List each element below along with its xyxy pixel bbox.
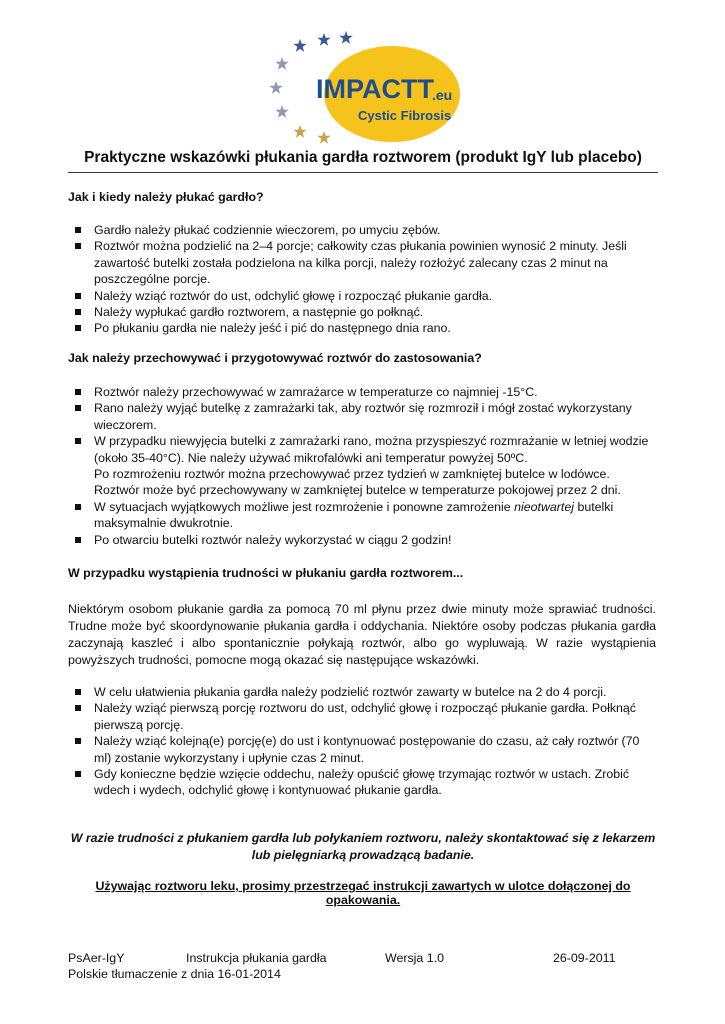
footer-doc-code: PsAer-IgY: [68, 951, 125, 965]
leaflet-note: Używając roztworu leku, prosimy przestrzegać instrukcji zawartych w ulotce dołączonej do opakowania.: [95, 879, 631, 907]
list-item: Roztwór należy przechowywać w zamrażarce w temperaturze co najmniej -15°C.: [68, 384, 658, 400]
footer-date: 26-09-2011: [553, 951, 616, 965]
list-item: [68, 499, 658, 532]
logo-suffix: .eu: [432, 87, 453, 103]
item3-line-c: Roztwór może być przechowywany w zamkniętej butelce w temperaturze pokojowej przez 2 dni.: [94, 483, 621, 498]
section1-heading: Jak i kiedy należy płukać gardło?: [68, 190, 264, 204]
list-item: Należy wziąć pierwszą porcję roztworu do ust, odchylić głowę i rozpocząć płukanie gardła. Połknąć pierwszą porcję.: [68, 700, 658, 733]
list-item: Należy wziąć kolejną(e) porcję(e) do ust i kontynuować postępowanie do czasu, aż cały roztwór (70 ml) zostanie wykorzystany i upłynie czas 2 minut.: [68, 733, 658, 766]
section1-list: [68, 222, 658, 337]
document-footer: [68, 950, 628, 982]
list-item: W celu ułatwienia płukania gardła należy podzielić roztwór zawarty w butelce na 2 do 4 porcji.: [68, 684, 658, 700]
list-item: Po otwarciu butelki roztwór należy wykorzystać w ciągu 2 godzin!: [68, 532, 658, 548]
list-item: Gardło należy płukać codziennie wieczorem, po umyciu zębów.: [68, 222, 658, 238]
footer-version: Wersja 1.0: [385, 951, 444, 965]
contact-note: W razie trudności z płukaniem gardła lub połykaniem roztworu, należy skontaktować się z lekarzem lub pielęgniarką prowadzącą badanie.: [70, 831, 656, 862]
item4-post: butelki maksymalnie dwukrotnie.: [94, 499, 614, 531]
item4-emphasis: nieotwartej: [514, 499, 574, 514]
document-title: Praktyczne wskazówki płukania gardła roztworem (produkt IgY lub placebo): [68, 149, 658, 173]
list-item: [68, 433, 658, 499]
section3-heading: W przypadku wystąpienia trudności w płukaniu gardła roztworem...: [68, 566, 464, 580]
list-item: Rano należy wyjąć butelkę z zamrażarki tak, aby roztwór się rozmroził i mógł zostać wykorzystany wieczorem.: [68, 400, 658, 433]
list-item: Gdy konieczne będzie wzięcie oddechu, należy opuścić głowę trzymając roztwór w ustach. Zrobić wdech i wydech, odchylić głowę i kontynuować płukanie gardła.: [68, 766, 658, 799]
section2-heading: Jak należy przechowywać i przygotowywać roztwór do zastosowania?: [68, 351, 482, 365]
list-item: Roztwór można podzielić na 2–4 porcje; całkowity czas płukania powinien wynosić 2 minuty. Jeśli zawartość butelki została podzielona na kilka porcji, należy rozłożyć zalecany czas 2 minut na poszczególne porcje.: [68, 238, 658, 287]
list-item: Należy wziąć roztwór do ust, odchylić głowę i rozpocząć płukanie gardła.: [68, 288, 658, 304]
section3-list: [68, 684, 658, 799]
impactt-logo: [262, 28, 462, 148]
logo-brand: IMPACTT: [316, 74, 434, 104]
list-item: Po płukaniu gardła nie należy jeść i pić do następnego dnia rano.: [68, 320, 658, 336]
logo-subtitle: Cystic Fibrosis: [358, 108, 452, 123]
list-item: Należy wypłukać gardło roztworem, a następnie go połknąć.: [68, 304, 658, 320]
section3-paragraph: Niektórym osobom płukanie gardła za pomocą 70 ml płynu przez dwie minuty może sprawiać trudności. Trudne może być skoordynowanie płukania gardła i oddychania. Niektóre osoby podczas płukania gardła zaczynają kaszleć i albo spontanicznie połykają roztwór, albo go wypluwają. W razie wystąpienia powyższych trudności, pomocne mogą okazać się następujące wskazówki.: [68, 602, 656, 667]
item4-pre: W sytuacjach wyjątkowych możliwe jest rozmrożenie i ponowne zamrożenie: [94, 499, 515, 514]
footer-doc-title: Instrukcja płukania gardła: [186, 951, 327, 965]
footer-translation: Polskie tłumaczenie z dnia 16-01-2014: [68, 967, 281, 981]
section2-list: [68, 384, 658, 548]
item3-line-a: W przypadku niewyjęcia butelki z zamrażarki rano, można przyspieszyć rozmrażanie w letniej wodzie (około 35-40°C). Nie należy używać mikrofalówki ani temperatur powyżej 50ºC.: [94, 434, 649, 465]
item3-line-b: Po rozmrożeniu roztwór można przechowywać przez tydzień w zamkniętej butelce w lodówce.: [94, 467, 610, 482]
